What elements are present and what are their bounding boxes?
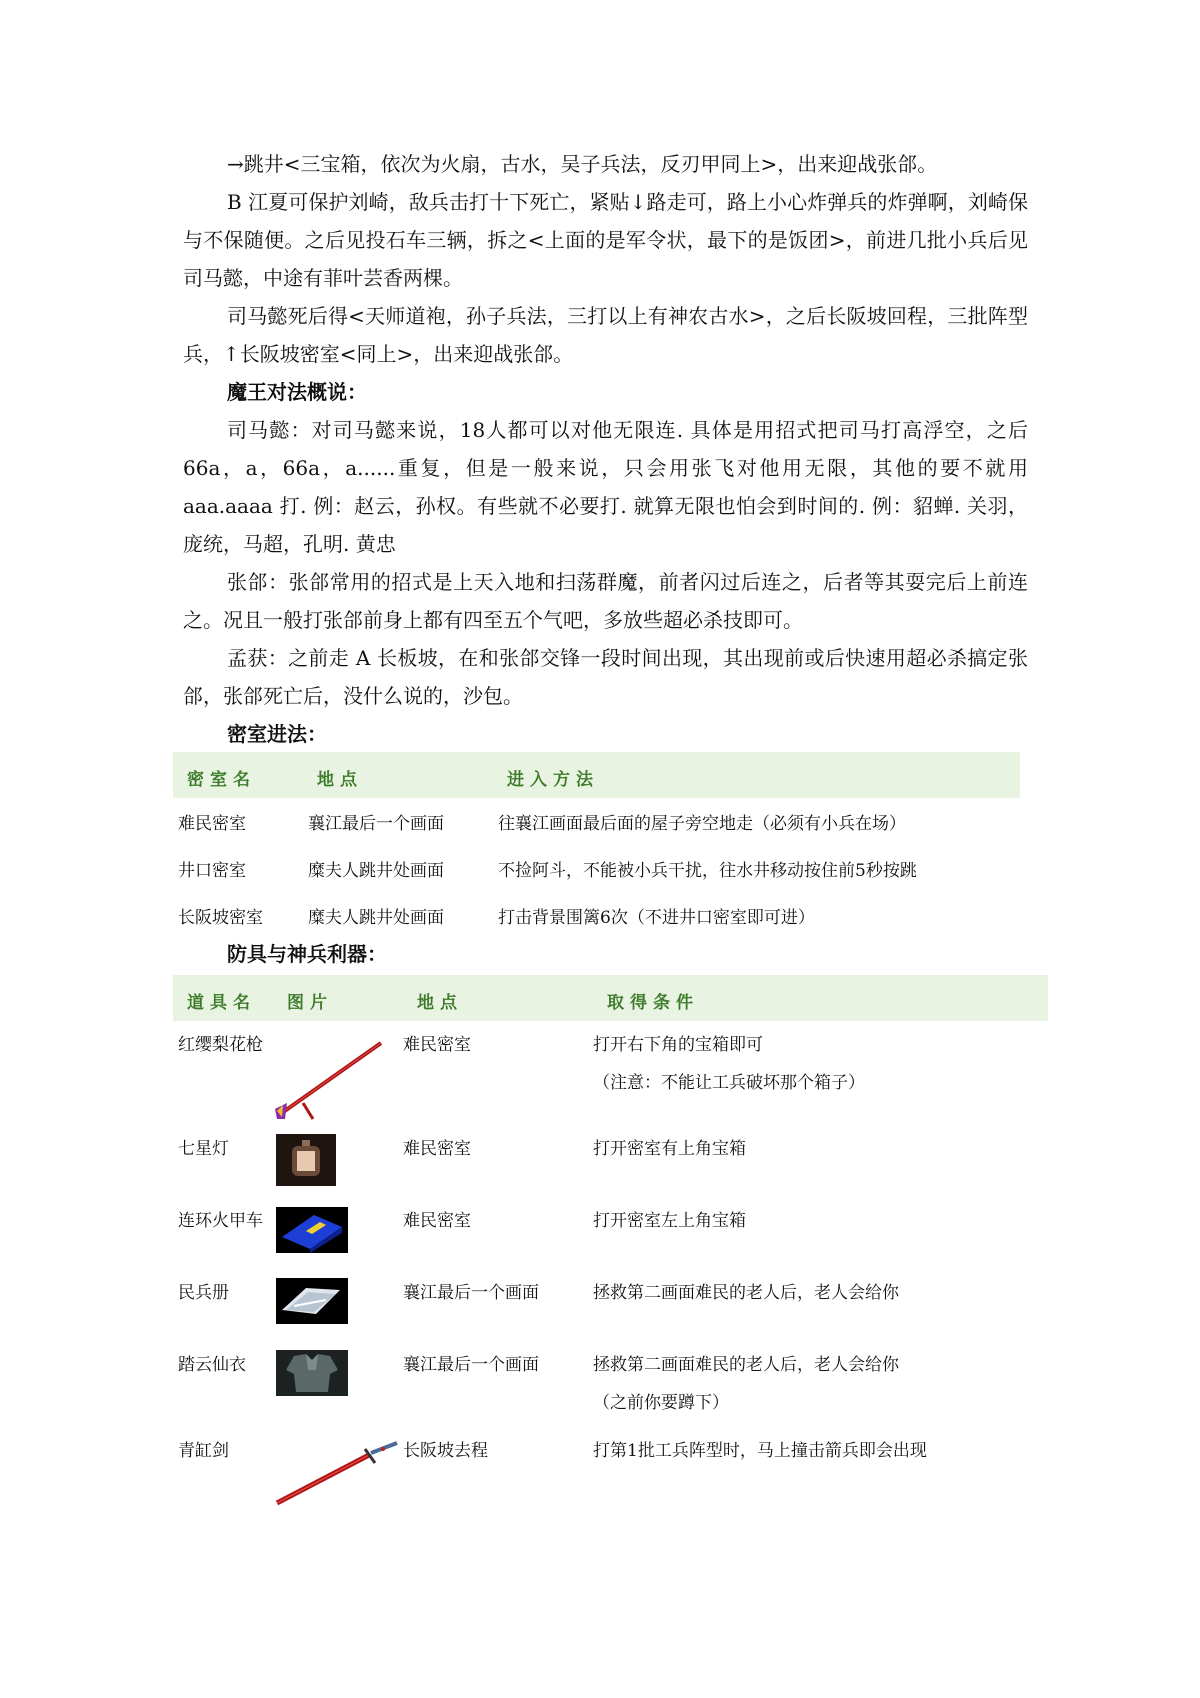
cell-location: 难民密室 (403, 1035, 471, 1055)
cell-location: 襄江最后一个画面 (403, 1355, 539, 1375)
rooms-heading: 密室进法： (227, 722, 327, 746)
cell-condition: 拯救第二画面难民的老人后，老人会给你 (593, 1283, 899, 1303)
cell-item-name: 民兵册 (178, 1283, 229, 1303)
cell-condition-note: （之前你要蹲下） (593, 1393, 729, 1413)
blue-book-icon (276, 1207, 348, 1253)
sword-icon (273, 1441, 403, 1505)
cell-location: 难民密室 (403, 1139, 471, 1159)
cell-condition: 打开密室左上角宝箱 (593, 1211, 746, 1231)
cell-condition: 打第1批工兵阵型时，马上撞击箭兵即会出现 (593, 1441, 927, 1461)
table-row (173, 798, 1020, 845)
document-body (183, 145, 1028, 753)
cell-location: 长阪坡去程 (403, 1441, 488, 1461)
boss-paragraph-zhanghe: 张郃：张郃常用的招式是上天入地和扫荡群魔，前者闪过后连之，后者等其耍完后上前连之。况且一般打张郃前身上都有四至五个气吧，多放些超必杀技即可。 (183, 570, 1028, 632)
cell-method: 往襄江画面最后面的屋子旁空地走（必须有小兵在场） (498, 814, 906, 834)
cell-location: 难民密室 (403, 1211, 471, 1231)
cell-item-name: 七星灯 (178, 1139, 229, 1159)
table-header (173, 752, 1020, 798)
table-row (173, 1269, 1048, 1341)
boss-paragraph-menghuo: 孟获：之前走 A 长板坡，在和张郃交锋一段时间出现，其出现前或后快速用超必杀搞定张郃，张郃死亡后，没什么说的，沙包。 (183, 646, 1028, 708)
header-condition: 取得条件 (607, 993, 699, 1013)
cell-method: 不捡阿斗，不能被小兵干扰，往水井移动按住前5秒按跳 (498, 861, 917, 881)
header-room-name: 密室名 (187, 770, 256, 790)
table-row (173, 1197, 1048, 1269)
cell-room-name: 井口密室 (178, 861, 246, 881)
boss-paragraph-sima: 司马懿：对司马懿来说，18人都可以对他无限连. 具体是用招式把司马打高浮空，之后66a，a，66a，a......重复，但是一般来说，只会用张飞对他用无限，其他的要不就用aaa.aaaa 打. 例：赵云，孙权。有些就不必要打. 就算无限也怕会到时间的. 例：貂蝉. 关羽，庞统，马超，孔明. 黄忠 (183, 418, 1028, 556)
table-row (173, 845, 1020, 892)
cell-condition: 拯救第二画面难民的老人后，老人会给你 (593, 1355, 899, 1375)
cell-item-name: 连环火甲车 (178, 1211, 263, 1231)
scroll-icon (276, 1278, 348, 1324)
table-row (173, 1021, 1048, 1125)
cell-location: 襄江最后一个画面 (403, 1283, 539, 1303)
cell-room-name: 难民密室 (178, 814, 246, 834)
secret-rooms-table (173, 752, 1020, 939)
paragraph-route-sima: 司马懿死后得<天师道袍，孙子兵法，三打以上有神农古水>，之后长阪坡回程，三批阵型兵，↑长阪坡密室<同上>，出来迎战张郃。 (183, 304, 1028, 366)
paragraph-route-well: →跳井<三宝箱，依次为火扇，古水，吴子兵法，反刃甲同上>，出来迎战张郃。 (227, 152, 938, 176)
boss-heading: 魔王对法概说： (227, 380, 367, 404)
cell-room-name: 长阪坡密室 (178, 908, 263, 928)
cell-method: 打击背景围篱6次（不进井口密室即可进） (498, 908, 815, 928)
cell-location: 糜夫人跳井处画面 (308, 908, 444, 928)
robe-icon (276, 1350, 348, 1396)
table-row (173, 892, 1020, 939)
header-location: 地点 (317, 770, 363, 790)
table-row (173, 1427, 1048, 1507)
cell-location: 糜夫人跳井处画面 (308, 861, 444, 881)
items-heading: 防具与神兵利器： (227, 942, 387, 966)
table-row (173, 1341, 1048, 1427)
paragraph-route-b: B 江夏可保护刘崎，敌兵击打十下死亡，紧贴↓路走可，路上小心炸弹兵的炸弹啊，刘崎保与不保随便。之后见投石车三辆，拆之<上面的是军令状，最下的是饭团>，前进几批小兵后见司马懿，中途有菲叶芸香两棵。 (183, 190, 1028, 290)
header-item-name: 道具名 (187, 993, 256, 1013)
cell-condition-note: （注意：不能让工兵破坏那个箱子） (593, 1073, 865, 1093)
table-row (173, 1125, 1048, 1197)
lantern-icon (276, 1134, 336, 1186)
cell-condition: 打开密室有上角宝箱 (593, 1139, 746, 1159)
header-method: 进入方法 (507, 770, 599, 790)
items-table (173, 975, 1048, 1507)
cell-item-name: 青缸剑 (178, 1441, 229, 1461)
cell-condition: 打开右下角的宝箱即可 (593, 1035, 763, 1055)
header-picture: 图片 (287, 993, 333, 1013)
table-header (173, 975, 1048, 1021)
cell-item-name: 踏云仙衣 (178, 1355, 246, 1375)
spear-icon (273, 1039, 383, 1121)
cell-item-name: 红缨梨花枪 (178, 1035, 263, 1055)
header-location: 地点 (417, 993, 463, 1013)
cell-location: 襄江最后一个画面 (308, 814, 444, 834)
